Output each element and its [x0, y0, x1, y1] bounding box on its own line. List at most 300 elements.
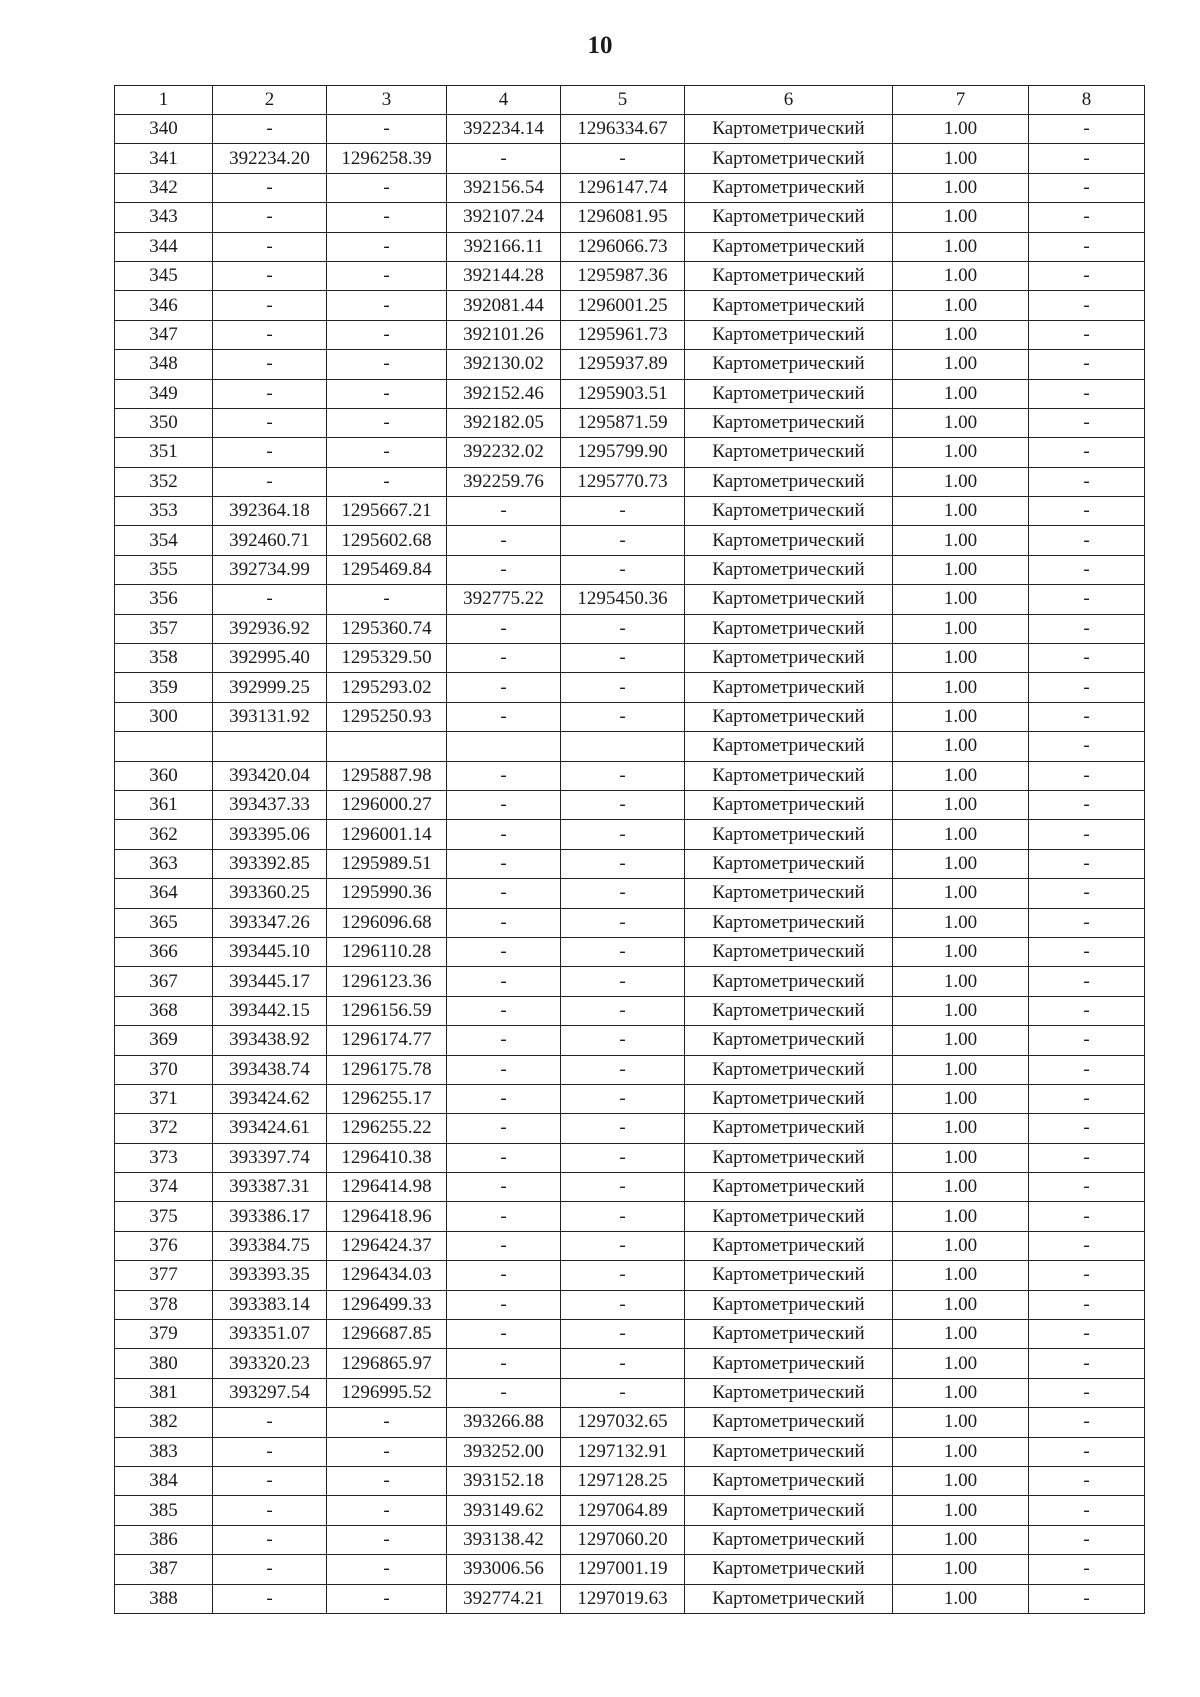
- description-cell: -: [1029, 144, 1145, 173]
- new-y-cell: 1295770.73: [561, 467, 685, 496]
- old-y-cell: 1296175.78: [327, 1055, 447, 1084]
- old-y-cell: 1296156.59: [327, 996, 447, 1025]
- old-y-cell: 1295602.68: [327, 526, 447, 555]
- table-row: [115, 732, 1145, 761]
- old-y-cell: 1295887.98: [327, 761, 447, 790]
- old-y-cell: 1296499.33: [327, 1290, 447, 1319]
- description-cell: -: [1029, 996, 1145, 1025]
- description-cell: -: [1029, 320, 1145, 349]
- accuracy-cell: 1.00: [893, 467, 1029, 496]
- method-cell: Картометрический: [685, 820, 893, 849]
- description-cell: -: [1029, 1261, 1145, 1290]
- accuracy-cell: 1.00: [893, 849, 1029, 878]
- table-row: [115, 1084, 1145, 1113]
- new-y-cell: 1296334.67: [561, 115, 685, 144]
- point-number-cell: 355: [115, 555, 213, 584]
- method-cell: Картометрический: [685, 937, 893, 966]
- old-x-cell: 393424.61: [213, 1114, 327, 1143]
- description-cell: -: [1029, 1114, 1145, 1143]
- new-x-cell: -: [447, 1084, 561, 1113]
- table-row: [115, 350, 1145, 379]
- column-header-4: 4: [447, 86, 561, 115]
- point-number-cell: 350: [115, 408, 213, 437]
- column-header-3: 3: [327, 86, 447, 115]
- new-x-cell: -: [447, 879, 561, 908]
- method-cell: Картометрический: [685, 702, 893, 731]
- table-row: [115, 673, 1145, 702]
- table-header-row: [115, 86, 1145, 115]
- new-x-cell: -: [447, 1026, 561, 1055]
- old-y-cell: -: [327, 467, 447, 496]
- old-y-cell: -: [327, 1466, 447, 1495]
- point-number-cell: 363: [115, 849, 213, 878]
- new-y-cell: 1296147.74: [561, 173, 685, 202]
- method-cell: Картометрический: [685, 350, 893, 379]
- method-cell: Картометрический: [685, 291, 893, 320]
- method-cell: Картометрический: [685, 1173, 893, 1202]
- point-number-cell: 352: [115, 467, 213, 496]
- accuracy-cell: 1.00: [893, 1084, 1029, 1113]
- accuracy-cell: 1.00: [893, 320, 1029, 349]
- new-x-cell: -: [447, 1114, 561, 1143]
- old-y-cell: -: [327, 173, 447, 202]
- accuracy-cell: 1.00: [893, 967, 1029, 996]
- method-cell: Картометрический: [685, 1231, 893, 1260]
- accuracy-cell: 1.00: [893, 173, 1029, 202]
- old-x-cell: 393397.74: [213, 1143, 327, 1172]
- new-x-cell: 393149.62: [447, 1496, 561, 1525]
- point-number-cell: 380: [115, 1349, 213, 1378]
- description-cell: -: [1029, 790, 1145, 819]
- new-y-cell: 1297128.25: [561, 1466, 685, 1495]
- table-row: [115, 261, 1145, 290]
- accuracy-cell: 1.00: [893, 232, 1029, 261]
- table-row: [115, 467, 1145, 496]
- old-x-cell: 393393.35: [213, 1261, 327, 1290]
- description-cell: -: [1029, 761, 1145, 790]
- new-y-cell: -: [561, 879, 685, 908]
- description-cell: -: [1029, 908, 1145, 937]
- old-y-cell: 1295250.93: [327, 702, 447, 731]
- point-number-cell: 360: [115, 761, 213, 790]
- description-cell: -: [1029, 173, 1145, 202]
- old-x-cell: 393386.17: [213, 1202, 327, 1231]
- old-x-cell: -: [213, 408, 327, 437]
- old-x-cell: 393347.26: [213, 908, 327, 937]
- old-y-cell: -: [327, 291, 447, 320]
- point-number-cell: 385: [115, 1496, 213, 1525]
- new-x-cell: -: [447, 761, 561, 790]
- old-y-cell: -: [327, 438, 447, 467]
- table-row: [115, 1378, 1145, 1407]
- method-cell: Картометрический: [685, 1437, 893, 1466]
- method-cell: Картометрический: [685, 232, 893, 261]
- new-x-cell: -: [447, 644, 561, 673]
- new-x-cell: -: [447, 1202, 561, 1231]
- new-x-cell: 392152.46: [447, 379, 561, 408]
- old-y-cell: 1296418.96: [327, 1202, 447, 1231]
- new-y-cell: 1296066.73: [561, 232, 685, 261]
- new-y-cell: 1296001.25: [561, 291, 685, 320]
- old-y-cell: 1296110.28: [327, 937, 447, 966]
- method-cell: Картометрический: [685, 1290, 893, 1319]
- point-number-cell: 362: [115, 820, 213, 849]
- new-x-cell: -: [447, 673, 561, 702]
- point-number-cell: 383: [115, 1437, 213, 1466]
- point-number-cell: 347: [115, 320, 213, 349]
- old-y-cell: 1296424.37: [327, 1231, 447, 1260]
- point-number-cell: 356: [115, 585, 213, 614]
- new-y-cell: 1295903.51: [561, 379, 685, 408]
- accuracy-cell: 1.00: [893, 1466, 1029, 1495]
- old-y-cell: 1295329.50: [327, 644, 447, 673]
- accuracy-cell: 1.00: [893, 115, 1029, 144]
- point-number-cell: 373: [115, 1143, 213, 1172]
- old-y-cell: -: [327, 350, 447, 379]
- old-x-cell: 393395.06: [213, 820, 327, 849]
- old-x-cell: 393383.14: [213, 1290, 327, 1319]
- old-x-cell: 393424.62: [213, 1084, 327, 1113]
- table-row: [115, 1114, 1145, 1143]
- accuracy-cell: 1.00: [893, 1408, 1029, 1437]
- new-x-cell: 392232.02: [447, 438, 561, 467]
- table-row: [115, 232, 1145, 261]
- old-y-cell: -: [327, 408, 447, 437]
- new-y-cell: -: [561, 644, 685, 673]
- description-cell: -: [1029, 438, 1145, 467]
- accuracy-cell: 1.00: [893, 1143, 1029, 1172]
- description-cell: -: [1029, 1173, 1145, 1202]
- description-cell: -: [1029, 1055, 1145, 1084]
- description-cell: -: [1029, 467, 1145, 496]
- description-cell: -: [1029, 673, 1145, 702]
- new-x-cell: 393138.42: [447, 1525, 561, 1554]
- old-x-cell: -: [213, 1525, 327, 1554]
- table-row: [115, 1231, 1145, 1260]
- table-row: [115, 438, 1145, 467]
- new-y-cell: -: [561, 1143, 685, 1172]
- old-y-cell: -: [327, 320, 447, 349]
- old-x-cell: 393320.23: [213, 1349, 327, 1378]
- table-row: [115, 614, 1145, 643]
- old-y-cell: 1295990.36: [327, 879, 447, 908]
- description-cell: -: [1029, 379, 1145, 408]
- description-cell: -: [1029, 526, 1145, 555]
- old-y-cell: 1296258.39: [327, 144, 447, 173]
- description-cell: -: [1029, 1584, 1145, 1613]
- old-x-cell: 393351.07: [213, 1320, 327, 1349]
- point-number-cell: 300: [115, 702, 213, 731]
- table-row: [115, 1466, 1145, 1495]
- method-cell: Картометрический: [685, 644, 893, 673]
- new-x-cell: -: [447, 996, 561, 1025]
- point-number-cell: 371: [115, 1084, 213, 1113]
- new-x-cell: -: [447, 1290, 561, 1319]
- description-cell: -: [1029, 350, 1145, 379]
- table-row: [115, 173, 1145, 202]
- new-x-cell: 393152.18: [447, 1466, 561, 1495]
- table-row: [115, 1143, 1145, 1172]
- new-y-cell: -: [561, 849, 685, 878]
- column-header-7: 7: [893, 86, 1029, 115]
- accuracy-cell: 1.00: [893, 291, 1029, 320]
- accuracy-cell: 1.00: [893, 1496, 1029, 1525]
- table-row: [115, 1349, 1145, 1378]
- point-number-cell: 372: [115, 1114, 213, 1143]
- accuracy-cell: 1.00: [893, 497, 1029, 526]
- old-y-cell: -: [327, 261, 447, 290]
- description-cell: -: [1029, 1231, 1145, 1260]
- method-cell: Картометрический: [685, 1055, 893, 1084]
- old-y-cell: -: [327, 1584, 447, 1613]
- accuracy-cell: 1.00: [893, 1320, 1029, 1349]
- old-x-cell: 393297.54: [213, 1378, 327, 1407]
- new-y-cell: -: [561, 1290, 685, 1319]
- method-cell: Картометрический: [685, 555, 893, 584]
- method-cell: Картометрический: [685, 320, 893, 349]
- accuracy-cell: 1.00: [893, 555, 1029, 584]
- table-row: [115, 497, 1145, 526]
- method-cell: Картометрический: [685, 732, 893, 761]
- old-y-cell: -: [327, 232, 447, 261]
- new-x-cell: 392156.54: [447, 173, 561, 202]
- old-x-cell: 393131.92: [213, 702, 327, 731]
- method-cell: Картометрический: [685, 1320, 893, 1349]
- accuracy-cell: 1.00: [893, 673, 1029, 702]
- description-cell: -: [1029, 1437, 1145, 1466]
- table-row: [115, 790, 1145, 819]
- accuracy-cell: 1.00: [893, 1202, 1029, 1231]
- old-y-cell: -: [327, 203, 447, 232]
- point-number-cell: 366: [115, 937, 213, 966]
- old-y-cell: 1296000.27: [327, 790, 447, 819]
- accuracy-cell: 1.00: [893, 879, 1029, 908]
- new-y-cell: 1295937.89: [561, 350, 685, 379]
- old-y-cell: 1295293.02: [327, 673, 447, 702]
- new-x-cell: -: [447, 702, 561, 731]
- old-x-cell: 392460.71: [213, 526, 327, 555]
- old-y-cell: 1296410.38: [327, 1143, 447, 1172]
- old-y-cell: -: [327, 1437, 447, 1466]
- table-row: [115, 1055, 1145, 1084]
- description-cell: -: [1029, 585, 1145, 614]
- old-x-cell: -: [213, 173, 327, 202]
- old-y-cell: -: [327, 1525, 447, 1554]
- accuracy-cell: 1.00: [893, 1584, 1029, 1613]
- method-cell: Картометрический: [685, 526, 893, 555]
- new-y-cell: -: [561, 702, 685, 731]
- point-number-cell: 374: [115, 1173, 213, 1202]
- old-y-cell: 1296096.68: [327, 908, 447, 937]
- old-x-cell: 393445.17: [213, 967, 327, 996]
- accuracy-cell: 1.00: [893, 1231, 1029, 1260]
- description-cell: -: [1029, 1525, 1145, 1554]
- old-x-cell: -: [213, 1437, 327, 1466]
- table-row: [115, 379, 1145, 408]
- table-row: [115, 1584, 1145, 1613]
- description-cell: -: [1029, 555, 1145, 584]
- old-y-cell: 1296865.97: [327, 1349, 447, 1378]
- new-x-cell: 392107.24: [447, 203, 561, 232]
- method-cell: Картометрический: [685, 1408, 893, 1437]
- new-x-cell: 392182.05: [447, 408, 561, 437]
- old-x-cell: 393438.92: [213, 1026, 327, 1055]
- old-x-cell: 392234.20: [213, 144, 327, 173]
- table-row: [115, 1496, 1145, 1525]
- table-row: [115, 937, 1145, 966]
- method-cell: Картометрический: [685, 144, 893, 173]
- old-x-cell: 393384.75: [213, 1231, 327, 1260]
- accuracy-cell: 1.00: [893, 438, 1029, 467]
- point-number-cell: 379: [115, 1320, 213, 1349]
- new-x-cell: 393266.88: [447, 1408, 561, 1437]
- new-y-cell: [561, 732, 685, 761]
- old-y-cell: 1296255.22: [327, 1114, 447, 1143]
- method-cell: Картометрический: [685, 967, 893, 996]
- description-cell: -: [1029, 1143, 1145, 1172]
- method-cell: Картометрический: [685, 203, 893, 232]
- accuracy-cell: 1.00: [893, 702, 1029, 731]
- old-y-cell: 1296123.36: [327, 967, 447, 996]
- accuracy-cell: 1.00: [893, 1349, 1029, 1378]
- accuracy-cell: 1.00: [893, 908, 1029, 937]
- table-row: [115, 320, 1145, 349]
- table-row: [115, 555, 1145, 584]
- point-number-cell: 367: [115, 967, 213, 996]
- new-y-cell: -: [561, 790, 685, 819]
- description-cell: -: [1029, 820, 1145, 849]
- method-cell: Картометрический: [685, 1114, 893, 1143]
- table-row: [115, 203, 1145, 232]
- new-y-cell: -: [561, 937, 685, 966]
- method-cell: Картометрический: [685, 1143, 893, 1172]
- new-y-cell: 1297064.89: [561, 1496, 685, 1525]
- table-row: [115, 1555, 1145, 1584]
- method-cell: Картометрический: [685, 849, 893, 878]
- accuracy-cell: 1.00: [893, 203, 1029, 232]
- column-header-2: 2: [213, 86, 327, 115]
- table-row: [115, 1290, 1145, 1319]
- method-cell: Картометрический: [685, 467, 893, 496]
- old-x-cell: 392999.25: [213, 673, 327, 702]
- new-x-cell: -: [447, 614, 561, 643]
- old-y-cell: 1296414.98: [327, 1173, 447, 1202]
- point-number-cell: 381: [115, 1378, 213, 1407]
- old-x-cell: -: [213, 1466, 327, 1495]
- column-header-6: 6: [685, 86, 893, 115]
- old-x-cell: 393437.33: [213, 790, 327, 819]
- point-number-cell: 357: [115, 614, 213, 643]
- description-cell: -: [1029, 967, 1145, 996]
- point-number-cell: 365: [115, 908, 213, 937]
- new-x-cell: -: [447, 820, 561, 849]
- description-cell: -: [1029, 203, 1145, 232]
- method-cell: Картометрический: [685, 1555, 893, 1584]
- point-number-cell: 349: [115, 379, 213, 408]
- old-x-cell: -: [213, 585, 327, 614]
- point-number-cell: 353: [115, 497, 213, 526]
- point-number-cell: 344: [115, 232, 213, 261]
- old-y-cell: [327, 732, 447, 761]
- new-y-cell: 1297001.19: [561, 1555, 685, 1584]
- new-x-cell: -: [447, 526, 561, 555]
- old-y-cell: -: [327, 1555, 447, 1584]
- description-cell: -: [1029, 702, 1145, 731]
- point-number-cell: 364: [115, 879, 213, 908]
- method-cell: Картометрический: [685, 1584, 893, 1613]
- method-cell: Картометрический: [685, 115, 893, 144]
- old-x-cell: -: [213, 1496, 327, 1525]
- new-y-cell: 1297060.20: [561, 1525, 685, 1554]
- table-row: [115, 1408, 1145, 1437]
- new-y-cell: 1295799.90: [561, 438, 685, 467]
- old-x-cell: -: [213, 1408, 327, 1437]
- old-y-cell: -: [327, 1408, 447, 1437]
- old-y-cell: 1295989.51: [327, 849, 447, 878]
- description-cell: -: [1029, 1408, 1145, 1437]
- old-y-cell: 1296434.03: [327, 1261, 447, 1290]
- new-y-cell: -: [561, 1320, 685, 1349]
- point-number-cell: 343: [115, 203, 213, 232]
- method-cell: Картометрический: [685, 673, 893, 702]
- table-row: [115, 408, 1145, 437]
- point-number-cell: 361: [115, 790, 213, 819]
- table-row: [115, 879, 1145, 908]
- new-x-cell: -: [447, 967, 561, 996]
- new-y-cell: -: [561, 673, 685, 702]
- new-x-cell: [447, 732, 561, 761]
- description-cell: -: [1029, 1496, 1145, 1525]
- old-x-cell: 392995.40: [213, 644, 327, 673]
- new-y-cell: -: [561, 555, 685, 584]
- new-x-cell: 393006.56: [447, 1555, 561, 1584]
- new-x-cell: 392130.02: [447, 350, 561, 379]
- table-row: [115, 644, 1145, 673]
- method-cell: Картометрический: [685, 1202, 893, 1231]
- point-number-cell: 386: [115, 1525, 213, 1554]
- new-x-cell: 392234.14: [447, 115, 561, 144]
- new-x-cell: -: [447, 1349, 561, 1378]
- accuracy-cell: 1.00: [893, 1261, 1029, 1290]
- old-y-cell: 1296174.77: [327, 1026, 447, 1055]
- new-x-cell: 392144.28: [447, 261, 561, 290]
- method-cell: Картометрический: [685, 790, 893, 819]
- table-row: [115, 849, 1145, 878]
- description-cell: -: [1029, 1084, 1145, 1113]
- old-y-cell: 1295667.21: [327, 497, 447, 526]
- description-cell: -: [1029, 232, 1145, 261]
- old-y-cell: -: [327, 1496, 447, 1525]
- old-x-cell: [213, 732, 327, 761]
- new-y-cell: -: [561, 908, 685, 937]
- new-y-cell: 1295871.59: [561, 408, 685, 437]
- accuracy-cell: 1.00: [893, 644, 1029, 673]
- accuracy-cell: 1.00: [893, 614, 1029, 643]
- point-number-cell: 387: [115, 1555, 213, 1584]
- table-row: [115, 820, 1145, 849]
- table-row: [115, 996, 1145, 1025]
- old-y-cell: 1295469.84: [327, 555, 447, 584]
- new-y-cell: -: [561, 526, 685, 555]
- accuracy-cell: 1.00: [893, 732, 1029, 761]
- method-cell: Картометрический: [685, 585, 893, 614]
- method-cell: Картометрический: [685, 1525, 893, 1554]
- method-cell: Картометрический: [685, 1084, 893, 1113]
- table-row: [115, 1173, 1145, 1202]
- column-header-5: 5: [561, 86, 685, 115]
- new-x-cell: 392775.22: [447, 585, 561, 614]
- accuracy-cell: 1.00: [893, 1055, 1029, 1084]
